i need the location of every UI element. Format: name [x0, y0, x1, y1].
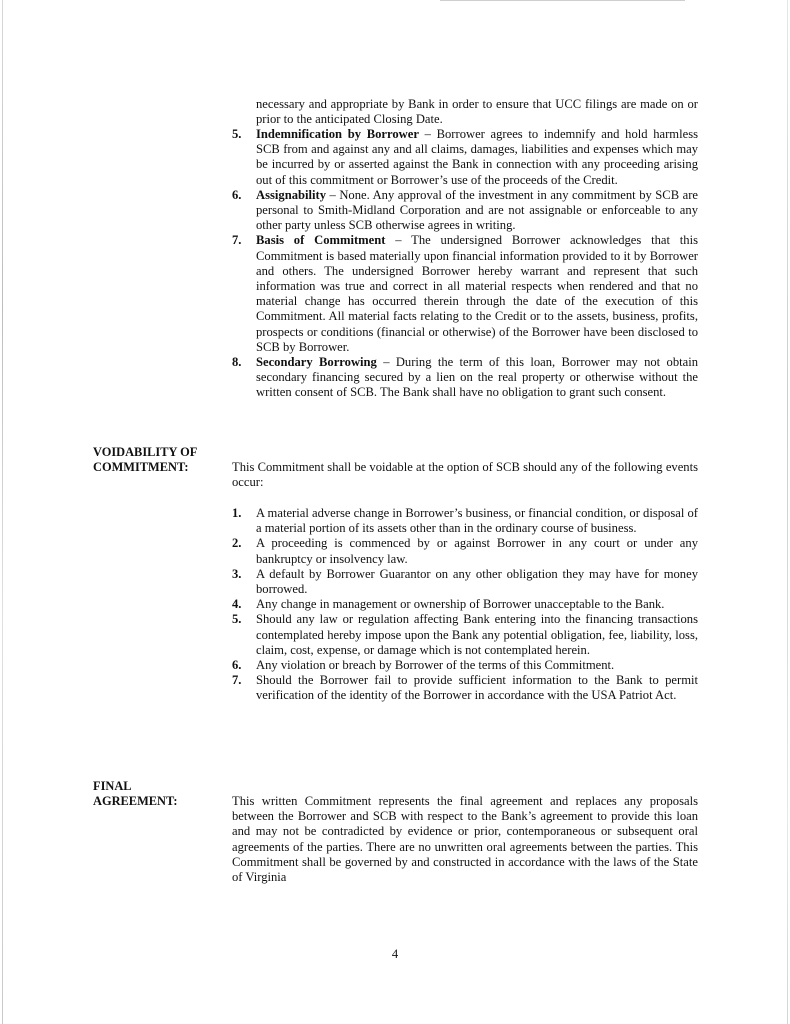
scan-edge-right	[787, 0, 788, 1024]
item-number: 5.	[232, 127, 242, 141]
voidability-event-item	[232, 597, 698, 612]
commitment-term-item	[232, 188, 698, 234]
item-term: Basis of Commitment	[256, 233, 386, 248]
item-term: Assignability	[256, 187, 326, 202]
item-text: – Borrower agrees to indemnify and hold harmless SCB from and against any and all claims, damages, liabilities and expenses which may be incurred by or asserted against the Bank in connection with any proceeding arising out of this commitment or Borrower’s use of the proceeds of the Credit.	[256, 127, 698, 187]
continued-paragraph	[256, 97, 698, 127]
voidability-heading	[93, 445, 223, 475]
scan-edge-left	[2, 0, 3, 1024]
commitment-term-item	[232, 233, 698, 355]
item-text: A default by Borrower Guarantor on any other obligation they may have for money borrowed.	[256, 566, 698, 597]
voidability-intro: This Commitment shall be voidable at the option of SCB should any of the following events occur:	[232, 460, 698, 490]
final-agreement-heading	[93, 779, 223, 809]
voidability-event-item	[232, 506, 698, 536]
voidability-heading-line1: VOIDABILITY OF	[93, 445, 198, 459]
voidability-event-item	[232, 567, 698, 597]
item-number: 4.	[232, 597, 242, 612]
item-text: – The undersigned Borrower acknowledges that this Commitment is based materially upon financial information provided to it by Borrower and others. The undersigned Borrower hereby warrant and represent that such information was true and correct in all material respects when rendered and that no material change has occurred therein through the date of the execution of this Commitment. All material facts relating to the Credit or to the assets, business, profits, prospects or conditions (financial or otherwise) of the Borrower have been disclosed to SCB by Borrower.	[256, 233, 698, 354]
item-text: Any change in management or ownership of Borrower unacceptable to the Bank.	[256, 597, 665, 612]
final-agreement-text: This written Commitment represents the final agreement and replaces any proposals between the Borrower and SCB with respect to the Bank’s agreement to provide this loan and may not be contradicted by evidence or prior, contemporaneous or subsequent oral agreements of the parties. There are no unwritten oral agreements between the parties. This Commitment shall be governed by and constructed in accordance with the laws of the State of Virginia	[232, 794, 698, 885]
item-number: 5.	[232, 612, 242, 627]
commitment-term-item	[232, 355, 698, 401]
page-number: 4	[391, 947, 399, 961]
scan-edge-top	[440, 0, 685, 1]
item-text: Should the Borrower fail to provide sufficient information to the Bank to permit verification of the identity of the Borrower in accordance with the USA Patriot Act.	[256, 673, 698, 703]
item-number: 1.	[232, 506, 242, 520]
continued-text: necessary and appropriate by Bank in order to ensure that UCC filings are made on or prior to the anticipated Closing Date.	[256, 97, 698, 127]
item-text: A proceeding is commenced by or against Borrower in any court or under any bankruptcy or insolvency law.	[256, 536, 698, 566]
item-number: 8.	[232, 355, 242, 370]
item-number: 6.	[232, 187, 242, 202]
commitment-term-item	[232, 127, 698, 188]
item-term: Indemnification by Borrower	[256, 127, 419, 141]
voidability-event-item	[232, 536, 698, 566]
voidability-event-item	[232, 612, 698, 658]
voidability-event-item	[232, 673, 698, 703]
item-text: A material adverse change in Borrower’s business, or financial condition, or disposal of a material portion of its assets other than in the ordinary course of business.	[256, 506, 698, 536]
voidability-heading-line2: COMMITMENT:	[93, 460, 189, 475]
voidability-event-item	[232, 658, 698, 673]
final-agreement-heading-line2: AGREEMENT:	[93, 794, 178, 809]
item-number: 7.	[232, 673, 242, 688]
item-text: Any violation or breach by Borrower of the terms of this Commitment.	[256, 658, 615, 673]
item-text: Should any law or regulation affecting Bank entering into the financing transactions contemplated hereby impose upon the Bank any potential obligation, fee, liability, loss, claim, cost, expense, or damage which is not contemplated herein.	[256, 612, 698, 657]
item-number: 3.	[232, 566, 242, 581]
final-agreement-heading-line1: FINAL	[93, 779, 132, 793]
commitment-terms-list	[232, 127, 698, 401]
item-number: 6.	[232, 658, 242, 673]
voidability-events-list	[232, 506, 698, 704]
item-term: Secondary Borrowing	[256, 355, 377, 370]
item-text: – During the term of this loan, Borrower may not obtain secondary financing secured by a lien on the real property or otherwise without the written consent of SCB. The Bank shall have no obligation to grant such consent.	[256, 355, 698, 400]
item-number: 7.	[232, 233, 242, 248]
item-number: 2.	[232, 536, 242, 551]
item-text: – None. Any approval of the investment in any commitment by SCB are personal to Smith-Midland Corporation and are not assignable or enforceable to any other party unless SCB otherwise agrees in writing.	[256, 187, 698, 233]
